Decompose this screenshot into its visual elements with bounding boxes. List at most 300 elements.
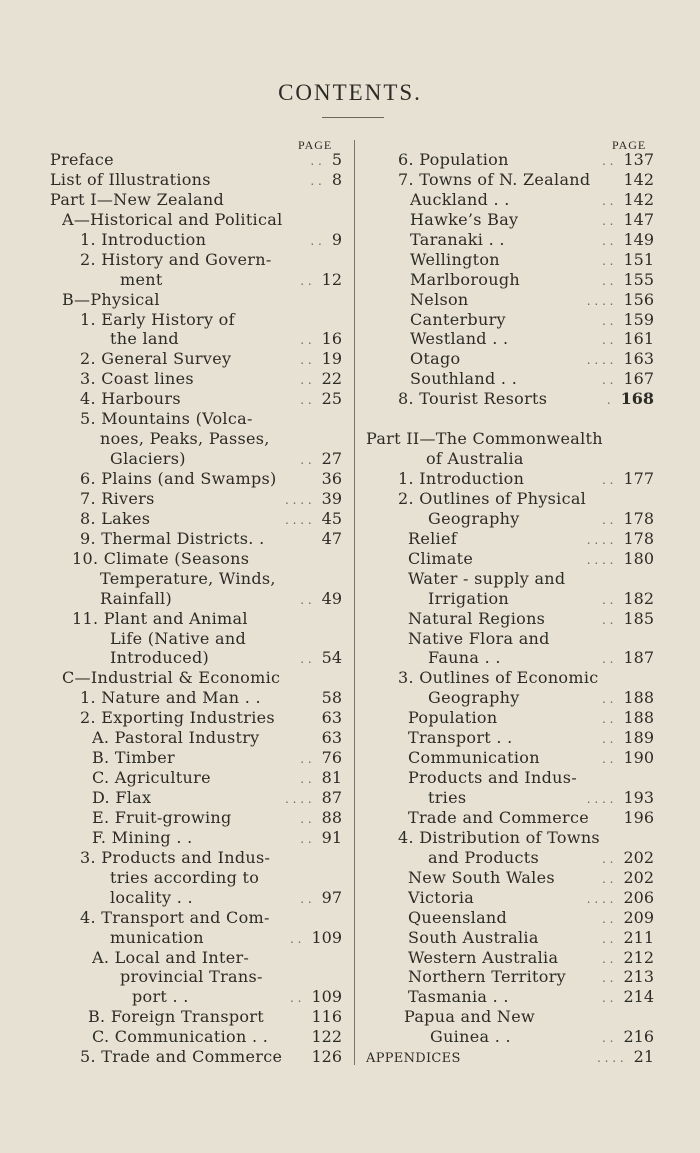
toc-entry: [50, 828, 342, 848]
toc-entry-title: noes, Peaks, Passes,: [100, 429, 270, 449]
toc-entry: [394, 648, 654, 668]
toc-entry-title: 1. Nature and Man . .: [80, 688, 261, 708]
toc-leader-dots: . .: [602, 333, 614, 348]
toc-entry-title: Transport . .: [408, 728, 513, 748]
toc-page-number: 182: [623, 588, 654, 608]
toc-entry: [50, 1047, 342, 1067]
toc-page-number: 187: [623, 648, 654, 668]
toc-entry-title: Auckland . .: [410, 189, 510, 209]
toc-entry-title: 8. Tourist Resorts: [398, 389, 548, 409]
toc-entry-title: Climate: [408, 548, 474, 568]
toc-page-number: 54: [321, 648, 342, 668]
toc-entry: [394, 170, 654, 190]
toc-page-number: 36: [321, 469, 342, 488]
toc-page-number: 76: [321, 748, 342, 768]
toc-entry-title: 1. Introduction: [80, 229, 207, 249]
toc-entry: [50, 210, 342, 230]
toc-entry-title: tries according to: [110, 867, 260, 887]
toc-entry-title: A. Local and Inter-: [92, 947, 250, 967]
toc-leader-dots: . .: [300, 592, 312, 607]
toc-entry-title: 6. Population: [398, 150, 509, 169]
toc-entry-title: 7. Towns of N. Zealand: [398, 169, 591, 189]
toc-page-number: 149: [623, 229, 654, 249]
toc-entry: [394, 210, 654, 230]
toc-leader-dots: . .: [602, 732, 614, 747]
toc-leader-dots: . . . .: [284, 492, 312, 507]
toc-page-number: 81: [321, 768, 342, 788]
toc-entry-title: Geography: [428, 688, 520, 708]
toc-entry-title: 11. Plant and Animal: [72, 608, 248, 628]
toc-leader-dots: . .: [300, 652, 312, 667]
toc-entry: [394, 150, 654, 170]
toc-entry-title: List of Illustrations: [50, 169, 211, 189]
toc-entry: [394, 469, 654, 489]
toc-entry: [50, 768, 342, 788]
toc-entry-title: B. Foreign Transport: [88, 1007, 264, 1027]
toc-page-number: 25: [321, 389, 342, 409]
toc-entry-title: 2. Exporting Industries: [80, 708, 275, 728]
toc-page-number: 193: [623, 788, 654, 807]
toc-entry-title: provincial Trans-: [120, 967, 263, 987]
toc-entry-title: Nelson: [410, 289, 469, 309]
toc-leader-dots: . .: [602, 592, 614, 607]
toc-entry-title: C. Agriculture: [92, 768, 211, 788]
toc-leader-dots: . .: [310, 233, 322, 248]
toc-entry: [394, 529, 654, 549]
toc-page-number: 214: [623, 987, 654, 1007]
toc-entry: [394, 489, 654, 509]
toc-leader-dots: . .: [602, 373, 614, 388]
toc-entry-title: 3. Outlines of Economic: [398, 668, 599, 688]
toc-entry-title: South Australia: [408, 927, 539, 947]
toc-entry: [394, 349, 654, 369]
toc-entry: [394, 409, 654, 429]
toc-entry: [50, 948, 342, 968]
toc-entry: [394, 449, 654, 469]
toc-page-number: 91: [321, 827, 342, 847]
column-divider: [354, 140, 355, 1065]
toc-entry: [50, 329, 342, 349]
toc-entry-title: B—Physical: [62, 289, 160, 309]
toc-entry-title: 7. Rivers: [80, 488, 155, 508]
toc-entry: [50, 469, 342, 489]
toc-entry: [50, 629, 342, 649]
toc-page-number: 216: [623, 1027, 654, 1047]
toc-page-number: 202: [623, 867, 654, 887]
toc-leader-dots: . .: [602, 851, 614, 866]
toc-entry-title: 2. History and Govern-: [80, 249, 272, 269]
toc-page-number: 27: [321, 449, 342, 469]
toc-page-number: 137: [623, 150, 654, 169]
toc-entry: [50, 369, 342, 389]
toc-entry-title: Rainfall): [100, 588, 173, 608]
toc-entry-title: 6. Plains (and Swamps): [80, 469, 277, 488]
toc-page-number: 211: [623, 927, 654, 947]
toc-entry: [50, 449, 342, 469]
toc-entry-title: Life (Native and: [110, 628, 247, 648]
toc-page-number: 202: [623, 847, 654, 867]
toc-leader-dots: . .: [602, 193, 614, 208]
toc-entry: [50, 609, 342, 629]
toc-entry-title: Trade and Commerce: [408, 807, 589, 827]
toc-entry: [394, 190, 654, 210]
toc-entry-title: F. Mining . .: [92, 827, 193, 847]
toc-entry: [50, 190, 342, 210]
toc-entry: [50, 848, 342, 868]
toc-leader-dots: . .: [602, 253, 614, 268]
toc-entry: [394, 888, 654, 908]
toc-page-number: 16: [321, 329, 342, 349]
toc-entry-title: and Products: [428, 847, 539, 867]
toc-entry: [366, 1047, 654, 1067]
toc-entry-title: A—Historical and Political: [62, 209, 283, 229]
title-rule: [322, 117, 384, 118]
toc-entry-title: locality . .: [110, 887, 193, 907]
toc-page-number: 188: [623, 688, 654, 708]
toc-leader-dots: . .: [310, 154, 322, 168]
toc-page-number: 97: [321, 887, 342, 907]
toc-entry-title: Relief: [408, 528, 457, 548]
toc-page-number: 8: [331, 169, 342, 189]
toc-leader-dots: . .: [602, 971, 614, 986]
toc-entry-title: 10. Climate (Seasons: [72, 548, 250, 568]
toc-page-number: 109: [311, 927, 342, 947]
toc-entry-title: New South Wales: [408, 867, 555, 887]
toc-leader-dots: . . . .: [586, 293, 614, 308]
toc-entry-title: Tasmania . .: [408, 987, 509, 1007]
toc-entry-title: of Australia: [426, 449, 524, 469]
toc-leader-dots: . .: [290, 931, 302, 946]
toc-entry: [50, 808, 342, 828]
toc-entry-title: Taranaki . .: [410, 229, 505, 249]
toc-entry: [394, 310, 654, 330]
toc-entry-title: Temperature, Winds,: [100, 568, 276, 588]
toc-leader-dots: . . . .: [586, 552, 614, 567]
toc-entry: [394, 728, 654, 748]
toc-entry-title: 5. Mountains (Volca-: [80, 409, 253, 429]
toc-leader-dots: .: [606, 393, 611, 408]
toc-entry: [50, 648, 342, 668]
toc-entry: [394, 928, 654, 948]
toc-entry: [50, 908, 342, 928]
toc-entry-title: 8. Lakes: [80, 508, 151, 528]
toc-leader-dots: . .: [300, 891, 312, 906]
toc-entry: [50, 270, 342, 290]
toc-entry: [50, 1027, 342, 1047]
toc-leader-dots: . .: [300, 772, 312, 787]
toc-leader-dots: . .: [290, 991, 302, 1006]
toc-entry-title: Victoria: [408, 887, 475, 907]
toc-entry: [50, 290, 342, 310]
toc-page-number: 206: [623, 887, 654, 907]
toc-entry: [394, 1027, 654, 1047]
toc-entry: [394, 609, 654, 629]
toc-leader-dots: . .: [300, 752, 312, 767]
toc-entry: [50, 708, 342, 728]
toc-entry-title: 2. General Survey: [80, 349, 232, 369]
toc-page-number: 22: [321, 369, 342, 389]
toc-page-number: 196: [623, 807, 654, 827]
toc-entry: [50, 928, 342, 948]
toc-entry: [50, 589, 342, 609]
toc-entry: [50, 688, 342, 708]
toc-entry: [394, 768, 654, 788]
toc-leader-dots: . .: [602, 233, 614, 248]
toc-entry: [394, 1007, 654, 1027]
toc-leader-dots: . . . .: [284, 512, 312, 527]
toc-leader-dots: . .: [300, 353, 312, 368]
toc-entry: [394, 688, 654, 708]
toc-entry: [394, 509, 654, 529]
toc-entry: [394, 708, 654, 728]
toc-page-number: 39: [321, 488, 342, 508]
toc-entry-title: Native Flora and: [408, 628, 550, 648]
toc-leader-dots: . .: [300, 273, 312, 288]
toc-leader-dots: . .: [602, 273, 614, 288]
toc-entry: [50, 569, 342, 589]
toc-entry: [394, 748, 654, 768]
toc-leader-dots: . .: [602, 652, 614, 667]
toc-page-number: 209: [623, 907, 654, 927]
toc-entry-title: 4. Distribution of Towns: [398, 827, 600, 847]
toc-entry: [50, 429, 342, 449]
toc-entry: [366, 429, 654, 449]
toc-entry: [394, 369, 654, 389]
toc-entry: [50, 150, 342, 170]
contents-right-column: [366, 150, 654, 1067]
toc-entry: [50, 888, 342, 908]
toc-page-number: 63: [321, 728, 342, 748]
toc-leader-dots: . . . .: [596, 1051, 624, 1066]
toc-leader-dots: . .: [300, 393, 312, 408]
toc-entry-title: C. Communication . .: [92, 1027, 269, 1047]
toc-page-number: 155: [623, 269, 654, 289]
toc-entry: [394, 848, 654, 868]
toc-entry: [394, 290, 654, 310]
toc-entry: [50, 509, 342, 529]
toc-entry-title: D. Flax: [92, 788, 152, 807]
toc-leader-dots: . .: [602, 931, 614, 946]
page-label-left: PAGE: [298, 138, 333, 152]
toc-page-number: 177: [623, 469, 654, 488]
toc-entry-title: Natural Regions: [408, 608, 546, 628]
contents-left-column: [50, 150, 342, 1067]
toc-page-number: 21: [633, 1047, 654, 1067]
toc-leader-dots: . .: [300, 373, 312, 388]
toc-entry-title: ment: [120, 269, 163, 289]
toc-page-number: 12: [321, 269, 342, 289]
toc-entry: [394, 230, 654, 250]
toc-entry: [50, 170, 342, 190]
toc-leader-dots: . .: [602, 1031, 614, 1046]
toc-entry: [50, 728, 342, 748]
toc-entry: [394, 549, 654, 569]
toc-entry: [50, 529, 342, 549]
toc-entry-title: 4. Transport and Com-: [80, 907, 270, 927]
toc-page-number: 58: [321, 688, 342, 708]
toc-entry-title: Canterbury: [410, 309, 506, 329]
toc-entry-title: Products and Indus-: [408, 768, 577, 788]
toc-page-number: 188: [623, 708, 654, 728]
toc-leader-dots: . . . .: [586, 353, 614, 368]
toc-entry: [50, 868, 342, 888]
toc-leader-dots: . .: [602, 752, 614, 767]
toc-entry: [50, 489, 342, 509]
toc-page-number: 159: [623, 309, 654, 329]
toc-entry-title: 4. Harbours: [80, 389, 181, 409]
toc-leader-dots: . .: [602, 692, 614, 707]
toc-entry: [394, 629, 654, 649]
toc-entry-title: 9. Thermal Districts. .: [80, 528, 265, 548]
toc-entry-title: Glaciers): [110, 449, 186, 469]
toc-leader-dots: . .: [300, 333, 312, 348]
toc-page-number: 122: [311, 1027, 342, 1047]
toc-entry-title: A. Pastoral Industry: [92, 728, 260, 748]
toc-entry: [50, 349, 342, 369]
toc-entry: [394, 668, 654, 688]
toc-entry-title: munication: [110, 927, 204, 947]
toc-entry: [394, 250, 654, 270]
toc-entry: [50, 389, 342, 409]
toc-page-number: 142: [623, 189, 654, 209]
toc-page-number: 47: [321, 528, 342, 548]
toc-page-number: 87: [321, 788, 342, 807]
toc-entry: [394, 329, 654, 349]
toc-leader-dots: . . . .: [586, 891, 614, 906]
page-label-right: PAGE: [612, 138, 647, 152]
toc-entry: [50, 230, 342, 250]
toc-entry-title: Introduced): [110, 648, 210, 668]
toc-entry-title: Population: [408, 708, 498, 728]
toc-page-number: 88: [321, 807, 342, 827]
toc-entry: [50, 967, 342, 987]
toc-entry-title: APPENDICES: [366, 1051, 461, 1067]
toc-entry-title: 1. Early History of: [80, 309, 235, 329]
toc-leader-dots: . .: [300, 831, 312, 846]
toc-page-number: 45: [321, 508, 342, 528]
toc-entry: [50, 549, 342, 569]
toc-entry: [50, 310, 342, 330]
toc-entry: [50, 1007, 342, 1027]
toc-entry: [394, 569, 654, 589]
toc-page-number: 178: [623, 528, 654, 548]
toc-page-number: 213: [623, 967, 654, 987]
toc-leader-dots: . .: [602, 473, 614, 487]
toc-page-number: 142: [623, 169, 654, 189]
toc-leader-dots: . .: [602, 871, 614, 886]
toc-page-number: 126: [311, 1047, 342, 1067]
toc-entry: [50, 987, 342, 1007]
toc-entry: [394, 987, 654, 1007]
contents-title: CONTENTS.: [278, 80, 422, 105]
toc-entry: [394, 868, 654, 888]
toc-page-number: 147: [623, 209, 654, 229]
toc-page-number: 63: [321, 708, 342, 728]
toc-entry-title: Irrigation: [428, 588, 509, 608]
toc-entry-title: 2. Outlines of Physical: [398, 488, 587, 508]
toc-entry: [50, 668, 342, 688]
toc-entry-title: Northern Territory: [408, 967, 566, 987]
toc-page-number: 49: [321, 588, 342, 608]
toc-leader-dots: . .: [602, 313, 614, 328]
toc-page-number: 180: [623, 548, 654, 568]
toc-page-number: 190: [623, 748, 654, 768]
toc-entry: [394, 808, 654, 828]
toc-entry-title: Wellington: [410, 249, 500, 269]
toc-entry: [394, 270, 654, 290]
toc-page-number: 185: [623, 608, 654, 628]
toc-page-number: 168: [620, 389, 654, 409]
toc-leader-dots: . . . .: [284, 792, 312, 806]
toc-entry-title: 5. Trade and Commerce: [80, 1047, 283, 1067]
toc-entry-title: tries: [428, 788, 467, 807]
toc-entry: [394, 948, 654, 968]
toc-entry: [394, 828, 654, 848]
toc-leader-dots: . .: [300, 811, 312, 826]
toc-entry: [394, 589, 654, 609]
toc-page-number: 19: [321, 349, 342, 369]
toc-entry-title: 3. Coast lines: [80, 369, 194, 389]
toc-leader-dots: . .: [300, 453, 312, 468]
toc-leader-dots: . .: [602, 712, 614, 727]
toc-entry-title: Guinea . .: [430, 1027, 511, 1047]
toc-page-number: 161: [623, 329, 654, 349]
toc-entry-title: E. Fruit-growing: [92, 807, 232, 827]
toc-page-number: 178: [623, 508, 654, 528]
toc-entry-title: Hawke’s Bay: [410, 209, 519, 229]
toc-leader-dots: . . . .: [586, 792, 614, 806]
toc-entry-title: B. Timber: [92, 748, 175, 768]
toc-entry: [394, 389, 654, 409]
toc-page-number: 9: [331, 229, 342, 249]
toc-entry-title: Preface: [50, 150, 114, 169]
toc-page-number: 109: [311, 987, 342, 1007]
toc-leader-dots: . .: [602, 951, 614, 966]
toc-entry-title: Southland . .: [410, 369, 518, 389]
toc-entry: [50, 250, 342, 270]
toc-entry-title: Queensland: [408, 907, 508, 927]
toc-entry-title: Fauna . .: [428, 648, 501, 668]
toc-entry-title: C—Industrial & Economic: [62, 668, 281, 688]
toc-entry-title: 1. Introduction: [398, 469, 525, 488]
toc-page-number: 189: [623, 728, 654, 748]
toc-leader-dots: . .: [602, 512, 614, 527]
toc-entry-title: Geography: [428, 508, 520, 528]
toc-leader-dots: . . . .: [586, 532, 614, 547]
toc-page-number: 5: [331, 150, 342, 169]
toc-entry: [394, 788, 654, 808]
toc-page-number: 212: [623, 947, 654, 967]
toc-page-number: 167: [623, 369, 654, 389]
toc-entry: [394, 967, 654, 987]
toc-entry-title: Water - supply and: [408, 568, 566, 588]
toc-entry: [50, 748, 342, 768]
toc-leader-dots: . .: [602, 911, 614, 926]
toc-entry-title: port . .: [132, 987, 189, 1007]
toc-entry: [50, 788, 342, 808]
toc-leader-dots: . .: [602, 213, 614, 228]
toc-page-number: 156: [623, 289, 654, 309]
toc-entry-title: Western Australia: [408, 947, 559, 967]
toc-entry-title: Communication: [408, 748, 540, 768]
toc-entry-title: Marlborough: [410, 269, 520, 289]
toc-page-number: 151: [623, 249, 654, 269]
toc-page-number: 116: [311, 1007, 342, 1027]
toc-leader-dots: . .: [602, 991, 614, 1006]
toc-entry-title: Part I—New Zealand: [50, 189, 225, 209]
toc-entry-title: the land: [110, 329, 179, 349]
toc-entry-title: Otago: [410, 349, 461, 369]
